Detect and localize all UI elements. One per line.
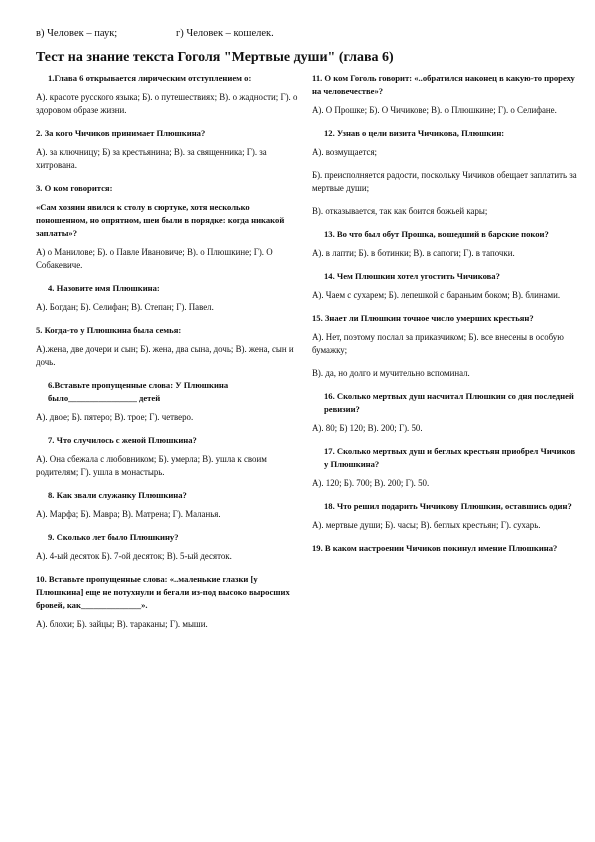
answer-options: А). 80; Б) 120; В). 200; Г). 50. [312, 423, 423, 433]
left-column [36, 72, 298, 641]
answer-option-b: в) Человек – паук; [36, 28, 118, 39]
answer-options: А). в лапти; Б). в ботинки; В). в сапоги; Г). в тапочки. [312, 248, 515, 258]
question-text: 13. Во что был обут Прошка, вошедший в барские покои? [324, 229, 549, 239]
answer-options: А). Богдан; Б). Селифан; В). Степан; Г). Павел. [36, 302, 214, 312]
question-text: 2. За кого Чичиков принимает Плюшкина? [36, 128, 206, 138]
question-text: 17. Сколько мертвых душ и беглых крестьян приобрел Чичиков у Плюшкина? [324, 446, 576, 469]
answer-options: А). двое; Б). пятеро; В). трое; Г). четверо. [36, 412, 194, 422]
question-text: 18. Что решил подарить Чичикову Плюшкин, оставшись один? [324, 501, 572, 511]
answer-options: Б). преисполняется радости, поскольку Чичиков обещает заплатить за мертвые души; [312, 170, 577, 193]
answer-options: А). О Прошке; Б). О Чичикове; В). о Плюшкине; Г). о Селифане. [312, 105, 557, 115]
question-text: 8. Как звали служанку Плюшкина? [48, 490, 187, 500]
answer-options: В). да, но долго и мучительно вспоминал. [312, 368, 470, 378]
answer-options: В). отказывается, так как боится божьей кары; [312, 206, 488, 216]
answer-options: А). Она сбежала с любовником; Б). умерла; В). ушла к своим родителям; Г). ушла в монастырь. [36, 454, 267, 477]
answer-options: А). блохи; Б). зайцы; В). тараканы; Г). мыши. [36, 619, 208, 629]
answer-options: А).жена, две дочери и сын; Б). жена, два сына, дочь; В). жена, сын и дочь. [36, 344, 294, 367]
answer-options: А). 4-ый десяток Б). 7-ой десяток; В). 5-ый десяток. [36, 551, 232, 561]
question-text: 9. Сколько лет было Плюшкину? [48, 532, 179, 542]
test-title: Тест на знание текста Гоголя "Мертвые души" (глава 6) [36, 50, 394, 65]
question-text: 16. Сколько мертвых душ насчитал Плюшкин со дня последней ревизии? [324, 391, 574, 414]
answer-options: А). возмущается; [312, 147, 377, 157]
answer-options: А). мертвые души; Б). часы; В). беглых крестьян; Г). сухарь. [312, 520, 541, 530]
question-text: 1.Глава 6 открывается лирическим отступлением о: [48, 73, 252, 83]
answer-options: А). Чаем с сухарем; Б). лепешкой с бараньим боком; В). блинами. [312, 290, 561, 300]
question-text: 7. Что случилось с женой Плюшкина? [48, 435, 197, 445]
question-text: 6.Вставьте пропущенные слова: У Плюшкина было________________ детей [48, 380, 229, 403]
question-text: 10. Вставьте пропущенные слова: «..маленькие глазки [у Плюшкина] еще не потухнули и бегали из-под высоко выросших бровей, как______________». [36, 574, 290, 610]
question-text: 5. Когда-то у Плюшкина была семья: [36, 325, 182, 335]
answer-options: А). Марфа; Б). Мавра; В). Матрена; Г). Маланья. [36, 509, 221, 519]
answer-options: А). за ключницу; Б) за крестьянина; В). за священника; Г). за хитрована. [36, 147, 267, 170]
question-text: 12. Узнав о цели визита Чичикова, Плюшкин: [324, 128, 505, 138]
question-text: 3. О ком говорится: [36, 183, 113, 193]
question-text: 15. Знает ли Плюшкин точное число умерших крестьян? [312, 313, 534, 323]
answer-options: А). 120; Б). 700; В). 200; Г). 50. [312, 478, 430, 488]
question-text: 4. Назовите имя Плюшкина: [48, 283, 160, 293]
answer-options: А) о Манилове; Б). о Павле Ивановиче; В). о Плюшкине; Г). О Собакевиче. [36, 247, 273, 270]
right-column [312, 72, 578, 561]
answer-option-g: г) Человек – кошелек. [176, 28, 274, 39]
answer-options: А). красоте русского языка; Б). о путешествиях; В). о жадности; Г). о здоровом образе жизни. [36, 92, 298, 115]
question-text: «Сам хозяин явился к столу в сюртуке, хотя несколько поношенном, но опрятном, шеи были в порядке: когда никакой заплаты»? [36, 202, 285, 238]
question-text: 14. Чем Плюшкин хотел угостить Чичикова? [324, 271, 500, 281]
question-text: 19. В каком настроении Чичиков покинул имение Плюшкина? [312, 543, 558, 553]
answer-options: А). Нет, поэтому послал за приказчиком; Б). все внесены в особую бумажку; [312, 332, 564, 355]
question-text: 11. О ком Гоголь говорит: «..обратился наконец в какую-то прореху на человечестве»? [312, 73, 575, 96]
